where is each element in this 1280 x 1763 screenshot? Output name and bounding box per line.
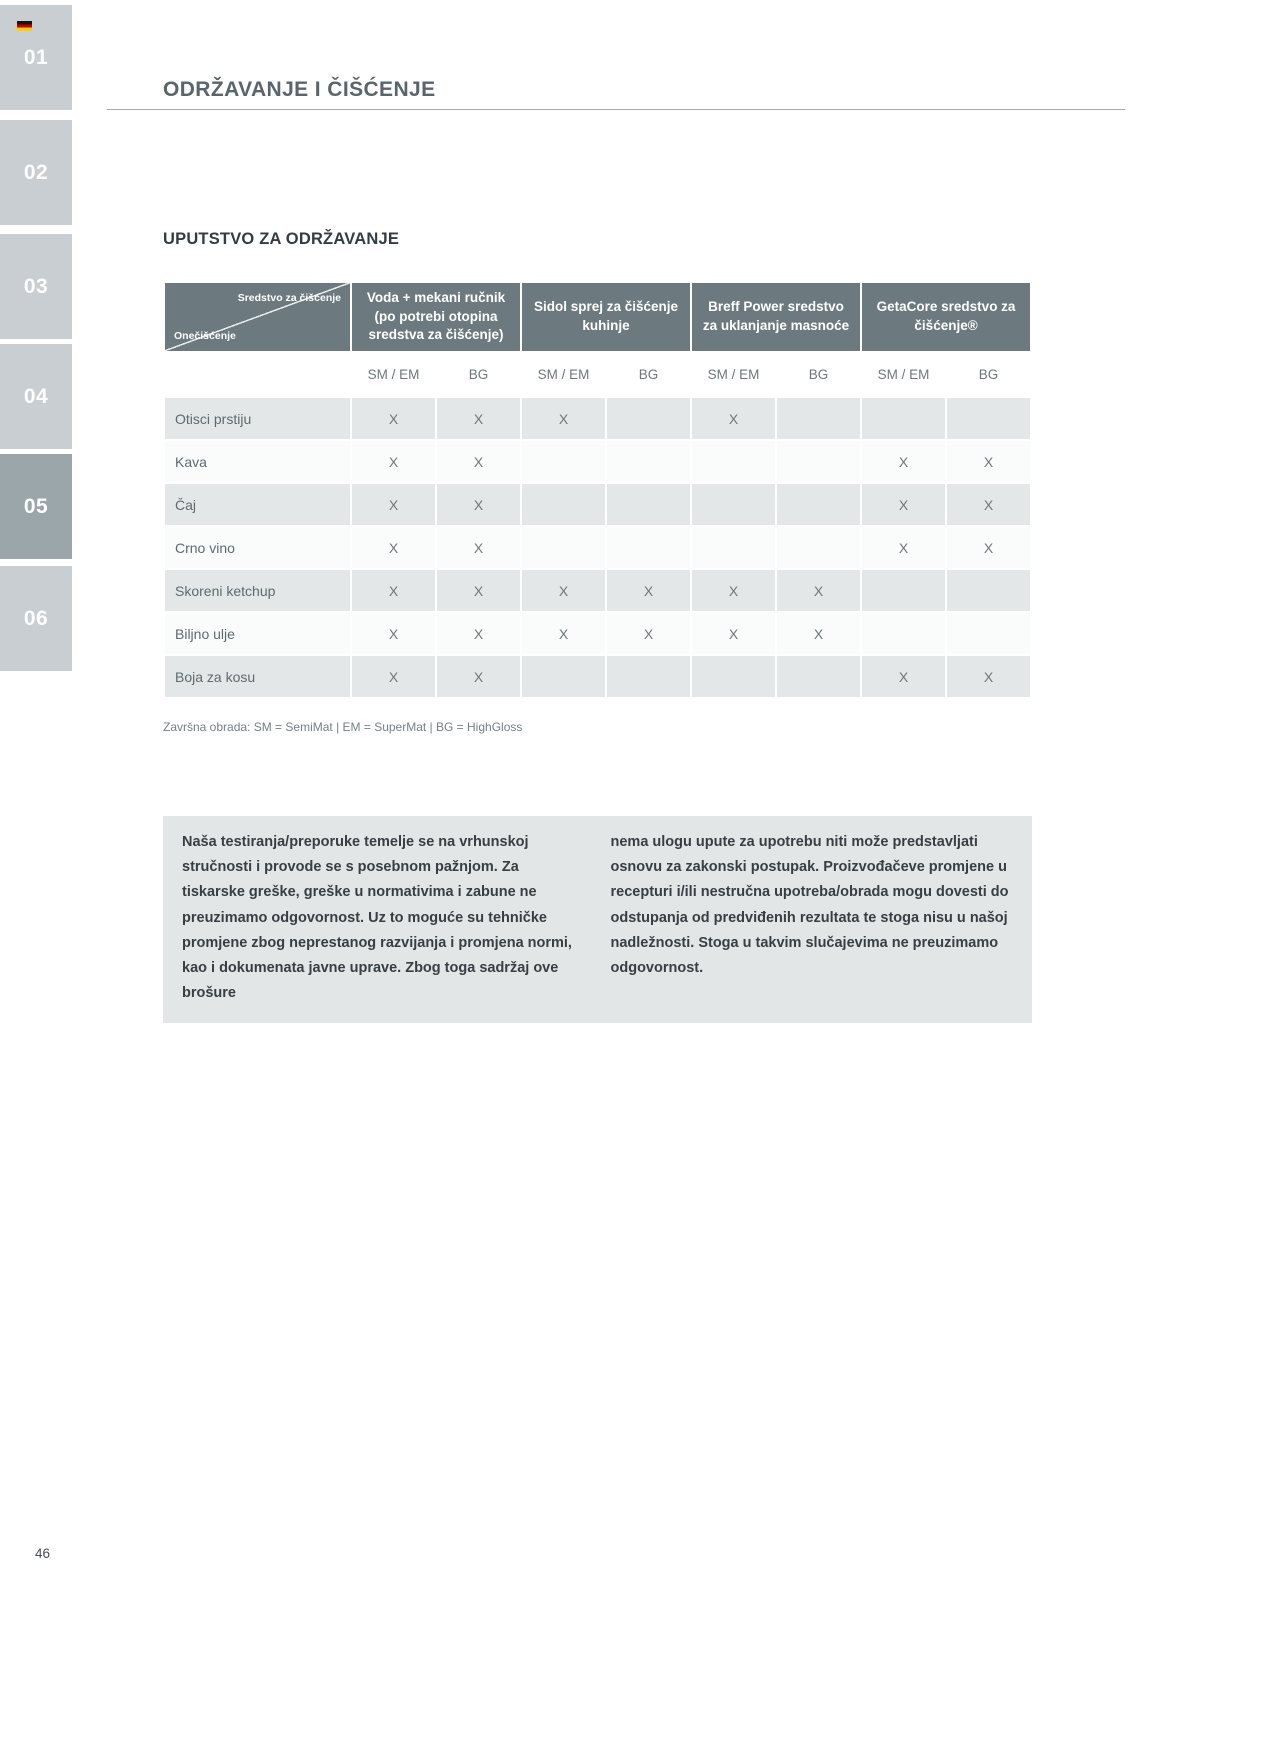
finish-subheader: BG xyxy=(607,353,690,396)
row-label: Biljno ulje xyxy=(165,613,350,654)
mark-x: X xyxy=(777,613,860,654)
mark-x: X xyxy=(352,484,435,525)
corner-label-cleaning-agent: Sredstvo za čišćenje xyxy=(237,292,341,304)
table-row xyxy=(165,441,1030,482)
mark-x: X xyxy=(437,613,520,654)
table-footnote: Završna obrada: SM = SemiMat | EM = SuperMat | BG = HighGloss xyxy=(163,720,523,734)
mark-empty xyxy=(692,656,775,697)
row-label: Skoreni ketchup xyxy=(165,570,350,611)
mark-x: X xyxy=(522,398,605,439)
table-body xyxy=(165,398,1030,697)
sidebar-tab-05[interactable]: 05 xyxy=(0,454,72,559)
page-number: 46 xyxy=(35,1546,51,1561)
mark-x: X xyxy=(862,441,945,482)
sidebar-tab-06[interactable]: 06 xyxy=(0,566,72,671)
maintenance-table xyxy=(163,281,1032,699)
row-label: Kava xyxy=(165,441,350,482)
row-label: Otisci prstiju xyxy=(165,398,350,439)
title-divider xyxy=(107,109,1125,110)
finish-subheader: BG xyxy=(947,353,1030,396)
disclaimer-right-column: nema ulogu upute za upotrebu niti može predstavljati osnovu za zakonski postupak. Proizvođačeve promjene u recepturi i/ili nestručna upotreba/obrada mogu dovesti do odstupanja od predviđenih rezultata te stoga nisu u našoj nadležnosti. Stoga u takvim slučajevima ne preuzimamo odgovornost. xyxy=(610,834,1009,977)
mark-empty xyxy=(947,398,1030,439)
mark-x: X xyxy=(437,484,520,525)
mark-x: X xyxy=(352,613,435,654)
mark-empty xyxy=(692,527,775,568)
mark-x: X xyxy=(777,570,860,611)
disclaimer-box xyxy=(163,816,1032,1023)
mark-empty xyxy=(607,656,690,697)
mark-x: X xyxy=(352,527,435,568)
mark-empty xyxy=(607,398,690,439)
finish-subheader: SM / EM xyxy=(352,353,435,396)
mark-empty xyxy=(522,441,605,482)
mark-x: X xyxy=(437,398,520,439)
finish-subheader: SM / EM xyxy=(862,353,945,396)
mark-x: X xyxy=(352,398,435,439)
mark-x: X xyxy=(437,656,520,697)
column-group-water: Voda + mekani ručnik (po potrebi otopina sredstva za čišćenje) xyxy=(352,283,520,351)
finish-subheader: SM / EM xyxy=(522,353,605,396)
mark-empty xyxy=(692,484,775,525)
mark-empty xyxy=(777,484,860,525)
mark-x: X xyxy=(947,527,1030,568)
mark-x: X xyxy=(862,484,945,525)
corner-label-contamination: Onečišćenje xyxy=(174,330,236,342)
sidebar-tab-02[interactable]: 02 xyxy=(0,120,72,225)
mark-empty xyxy=(522,484,605,525)
table-row xyxy=(165,613,1030,654)
page-title: ODRŽAVANJE I ČIŠĆENJE xyxy=(163,78,436,102)
mark-x: X xyxy=(522,570,605,611)
mark-empty xyxy=(607,484,690,525)
mark-x: X xyxy=(692,570,775,611)
mark-empty xyxy=(862,613,945,654)
mark-empty xyxy=(522,656,605,697)
table-corner-cell xyxy=(165,283,350,351)
mark-x: X xyxy=(607,613,690,654)
finish-subheader: BG xyxy=(437,353,520,396)
mark-x: X xyxy=(437,441,520,482)
mark-empty xyxy=(862,570,945,611)
mark-x: X xyxy=(692,398,775,439)
mark-x: X xyxy=(947,484,1030,525)
section-title: UPUTSTVO ZA ODRŽAVANJE xyxy=(163,229,400,248)
finish-subheader: SM / EM xyxy=(692,353,775,396)
mark-x: X xyxy=(437,527,520,568)
mark-empty xyxy=(607,527,690,568)
column-group-getacore: GetaCore sredstvo za čišćenje® xyxy=(862,283,1030,351)
mark-x: X xyxy=(352,441,435,482)
mark-empty xyxy=(777,656,860,697)
finish-subheader: BG xyxy=(777,353,860,396)
sidebar-tab-04[interactable]: 04 xyxy=(0,344,72,449)
table-row xyxy=(165,484,1030,525)
table-row xyxy=(165,527,1030,568)
mark-x: X xyxy=(352,570,435,611)
mark-x: X xyxy=(437,570,520,611)
mark-empty xyxy=(522,527,605,568)
mark-empty xyxy=(777,527,860,568)
mark-x: X xyxy=(352,656,435,697)
row-label: Crno vino xyxy=(165,527,350,568)
mark-x: X xyxy=(692,613,775,654)
mark-empty xyxy=(777,441,860,482)
column-group-sidol: Sidol sprej za čišćenje kuhinje xyxy=(522,283,690,351)
mark-x: X xyxy=(607,570,690,611)
mark-empty xyxy=(862,398,945,439)
disclaimer-left-column: Naša testiranja/preporuke temelje se na vrhunskoj stručnosti i provode se s posebnom pažnjom. Za tiskarske greške, greške u normativima i zabune ne preuzimamo odgovornost. Uz to moguće su tehničke promjene zbog neprestanog razvijanja i promjena normi, kao i dokumenata javne uprave. Zbog toga sadržaj ove brošure xyxy=(182,834,572,1002)
mark-x: X xyxy=(522,613,605,654)
mark-x: X xyxy=(947,656,1030,697)
mark-x: X xyxy=(862,527,945,568)
mark-empty xyxy=(947,613,1030,654)
sidebar-tab-01[interactable]: 01 xyxy=(0,5,72,110)
mark-x: X xyxy=(862,656,945,697)
mark-empty xyxy=(947,570,1030,611)
row-label: Boja za kosu xyxy=(165,656,350,697)
mark-x: X xyxy=(947,441,1030,482)
mark-empty xyxy=(692,441,775,482)
mark-empty xyxy=(607,441,690,482)
mark-empty xyxy=(777,398,860,439)
sidebar-tab-03[interactable]: 03 xyxy=(0,234,72,339)
language-flag-icon xyxy=(17,21,32,31)
table-row xyxy=(165,656,1030,697)
subheader-spacer xyxy=(165,353,350,396)
column-group-breff: Breff Power sredstvo za uklanjanje masnoće xyxy=(692,283,860,351)
row-label: Čaj xyxy=(165,484,350,525)
table-row xyxy=(165,570,1030,611)
table-row xyxy=(165,398,1030,439)
